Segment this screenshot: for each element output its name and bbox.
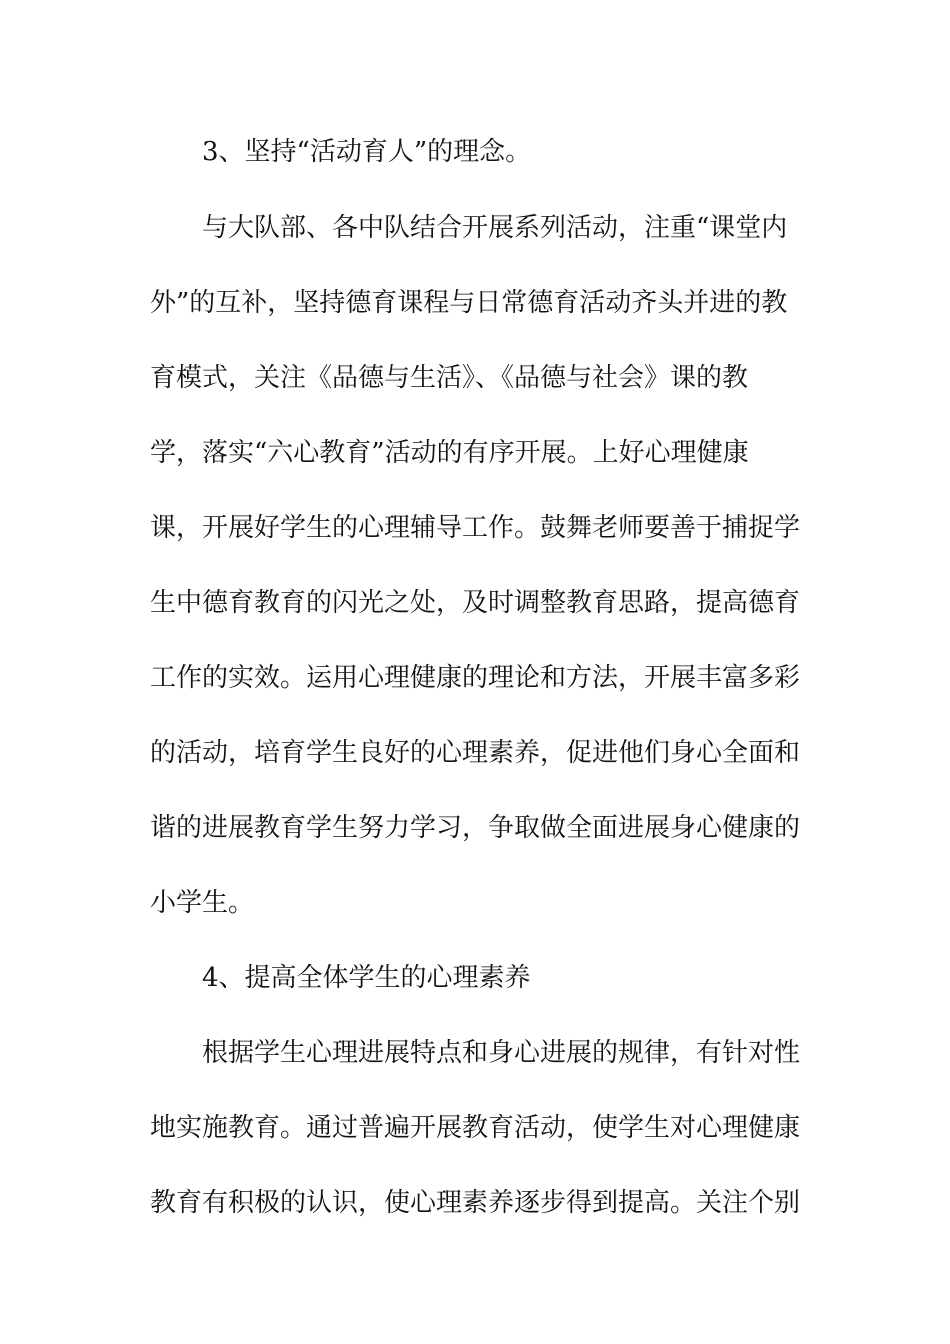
paragraph-line: 与大队部、各中队结合开展系列活动，注重“课堂内: [202, 213, 788, 243]
paragraph-line: 课，开展好学生的心理辅导工作。鼓舞老师要善于捕捉学: [150, 513, 801, 543]
section-heading-4: 4、提高全体学生的心理素养: [202, 963, 531, 993]
paragraph-line: 根据学生心理进展特点和身心进展的规律，有针对性: [202, 1038, 801, 1068]
paragraph-line: 工作的实效。运用心理健康的理论和方法，开展丰富多彩: [150, 663, 801, 693]
paragraph-line: 育模式，关注《品德与生活》、《品德与社会》课的教: [150, 363, 749, 393]
paragraph-line: 谐的进展教育学生努力学习，争取做全面进展身心健康的: [150, 813, 801, 843]
paragraph-line: 地实施教育。通过普遍开展教育活动，使学生对心理健康: [150, 1113, 801, 1143]
paragraph-line: 的活动，培育学生良好的心理素养，促进他们身心全面和: [150, 738, 801, 768]
section-heading-3: 3、坚持“活动育人”的理念。: [202, 137, 532, 167]
paragraph-line: 外”的互补，坚持德育课程与日常德育活动齐头并进的教: [150, 288, 788, 318]
paragraph-line: 小学生。: [150, 888, 255, 918]
paragraph-line: 教育有积极的认识，使心理素养逐步得到提高。关注个别: [150, 1188, 801, 1218]
paragraph-line: 学，落实“六心教育”活动的有序开展。上好心理健康: [150, 438, 749, 468]
paragraph-line: 生中德育教育的闪光之处，及时调整教育思路，提高德育: [150, 588, 801, 618]
